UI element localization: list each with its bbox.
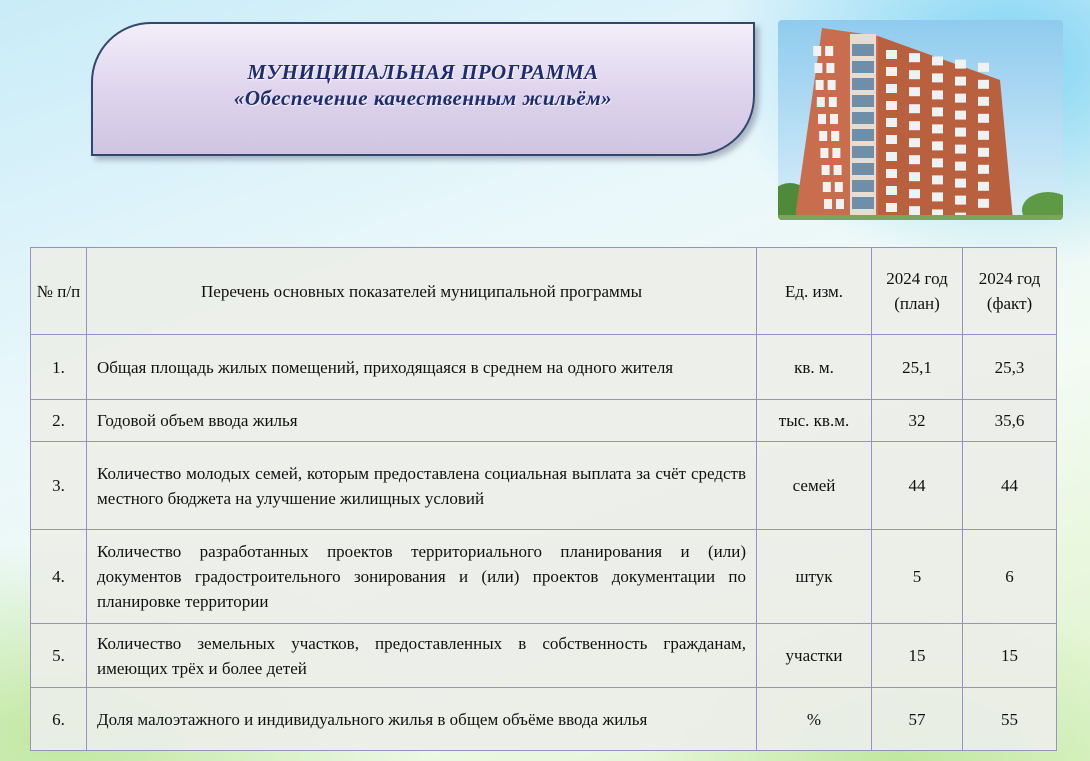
table-row bbox=[31, 530, 1057, 624]
row-name: Количество молодых семей, которым предоставлена социальная выплата за счёт средств местного бюджета на улучшение жилищных условий bbox=[87, 442, 757, 530]
row-name: Общая площадь жилых помещений, приходящаяся в среднем на одного жителя bbox=[87, 335, 757, 400]
row-unit: участки bbox=[757, 624, 872, 688]
header-unit: Ед. изм. bbox=[757, 248, 872, 335]
row-num: 5. bbox=[31, 624, 87, 688]
row-unit: штук bbox=[757, 530, 872, 624]
row-num: 4. bbox=[31, 530, 87, 624]
row-fact: 15 bbox=[963, 624, 1057, 688]
row-unit: семей bbox=[757, 442, 872, 530]
row-unit: % bbox=[757, 688, 872, 751]
row-plan: 44 bbox=[872, 442, 963, 530]
row-num: 6. bbox=[31, 688, 87, 751]
row-fact: 6 bbox=[963, 530, 1057, 624]
row-plan: 57 bbox=[872, 688, 963, 751]
row-num: 2. bbox=[31, 400, 87, 442]
indicators-table bbox=[30, 247, 1057, 751]
row-unit: тыс. кв.м. bbox=[757, 400, 872, 442]
row-plan: 32 bbox=[872, 400, 963, 442]
row-fact: 25,3 bbox=[963, 335, 1057, 400]
table-header-row bbox=[31, 248, 1057, 335]
title-banner bbox=[91, 22, 755, 156]
table-row bbox=[31, 688, 1057, 751]
row-name: Годовой объем ввода жилья bbox=[87, 400, 757, 442]
row-num: 3. bbox=[31, 442, 87, 530]
header-num: № п/п bbox=[31, 248, 87, 335]
header-name: Перечень основных показателей муниципальной программы bbox=[87, 248, 757, 335]
row-plan: 15 bbox=[872, 624, 963, 688]
title-line-2: «Обеспечение качественным жильём» bbox=[233, 86, 613, 110]
header-plan: 2024 год (план) bbox=[872, 248, 963, 335]
row-name: Количество разработанных проектов территориального планирования и (или) документов градостроительного зонирования и (или) проектов документации по планировке территории bbox=[87, 530, 757, 624]
row-name: Количество земельных участков, предоставленных в собственность гражданам, имеющих трёх и более детей bbox=[87, 624, 757, 688]
apartment-building-icon bbox=[778, 20, 1063, 220]
row-unit: кв. м. bbox=[757, 335, 872, 400]
apartment-building-photo bbox=[778, 20, 1063, 220]
table-row bbox=[31, 335, 1057, 400]
table-row bbox=[31, 400, 1057, 442]
row-num: 1. bbox=[31, 335, 87, 400]
row-plan: 25,1 bbox=[872, 335, 963, 400]
row-plan: 5 bbox=[872, 530, 963, 624]
row-fact: 55 bbox=[963, 688, 1057, 751]
row-fact: 44 bbox=[963, 442, 1057, 530]
title-line-1: МУНИЦИПАЛЬНАЯ ПРОГРАММА bbox=[247, 60, 599, 84]
table-row bbox=[31, 442, 1057, 530]
table-row bbox=[31, 624, 1057, 688]
row-name: Доля малоэтажного и индивидуального жилья в общем объёме ввода жилья bbox=[87, 688, 757, 751]
header-fact: 2024 год (факт) bbox=[963, 248, 1057, 335]
row-fact: 35,6 bbox=[963, 400, 1057, 442]
